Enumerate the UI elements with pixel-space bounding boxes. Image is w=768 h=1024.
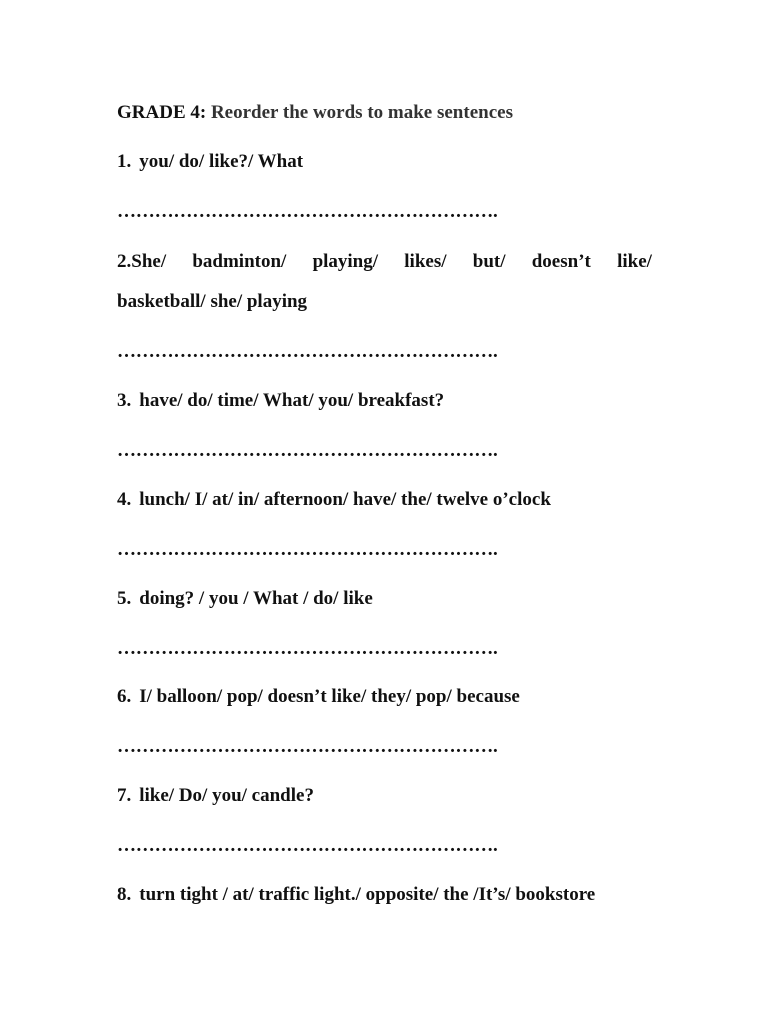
question-word: badminton/ [192, 251, 287, 272]
worksheet-title [117, 102, 513, 124]
question-number: 6. [117, 686, 132, 707]
question-number: 5. [117, 588, 132, 609]
answer-line-3: ……………………………………………………. [117, 440, 498, 461]
grade-label: GRADE 4: [117, 102, 207, 123]
question-text: like/ Do/ you/ candle? [139, 785, 314, 806]
question-text: lunch/ I/ at/ in/ afternoon/ have/ the/ twelve o’clock [139, 489, 551, 510]
question-text: I/ balloon/ pop/ doesn’t like/ they/ pop/ because [139, 686, 520, 707]
question-word: likes/ [404, 251, 447, 272]
question-8 [117, 884, 595, 906]
question-number: 8. [117, 884, 132, 905]
question-word: doesn’t [531, 251, 591, 272]
question-2 [117, 251, 652, 273]
question-text: you/ do/ like?/ What [139, 151, 304, 172]
answer-line-4: ……………………………………………………. [117, 539, 498, 560]
question-text: doing? / you / What / do/ like [139, 588, 373, 609]
answer-line-6: ……………………………………………………. [117, 736, 498, 757]
question-word: playing/ [312, 251, 379, 272]
question-number: 7. [117, 785, 132, 806]
question-number: 4. [117, 489, 132, 510]
answer-line-5: ……………………………………………………. [117, 638, 498, 659]
question-number: 3. [117, 390, 132, 411]
question-number: 2. [117, 251, 132, 272]
question-word: like/ [617, 251, 652, 272]
question-text: turn tight / at/ traffic light./ opposite/ the /It’s/ bookstore [139, 884, 596, 905]
question-6 [117, 686, 520, 708]
question-word: but/ [472, 251, 506, 272]
answer-line-1: ……………………………………………………. [117, 201, 498, 222]
answer-line-7: ……………………………………………………. [117, 835, 498, 856]
question-2-continued: basketball/ she/ playing [117, 291, 308, 312]
answer-line-2: ……………………………………………………. [117, 341, 498, 362]
question-text: have/ do/ time/ What/ you/ breakfast? [139, 390, 445, 411]
question-7 [117, 785, 314, 807]
question-5 [117, 588, 373, 610]
question-4 [117, 489, 551, 511]
question-word: 2.She/ [117, 251, 167, 272]
question-3 [117, 390, 444, 412]
instruction-text: Reorder the words to make sentences [210, 102, 513, 123]
question-1 [117, 151, 303, 173]
question-number: 1. [117, 151, 132, 172]
